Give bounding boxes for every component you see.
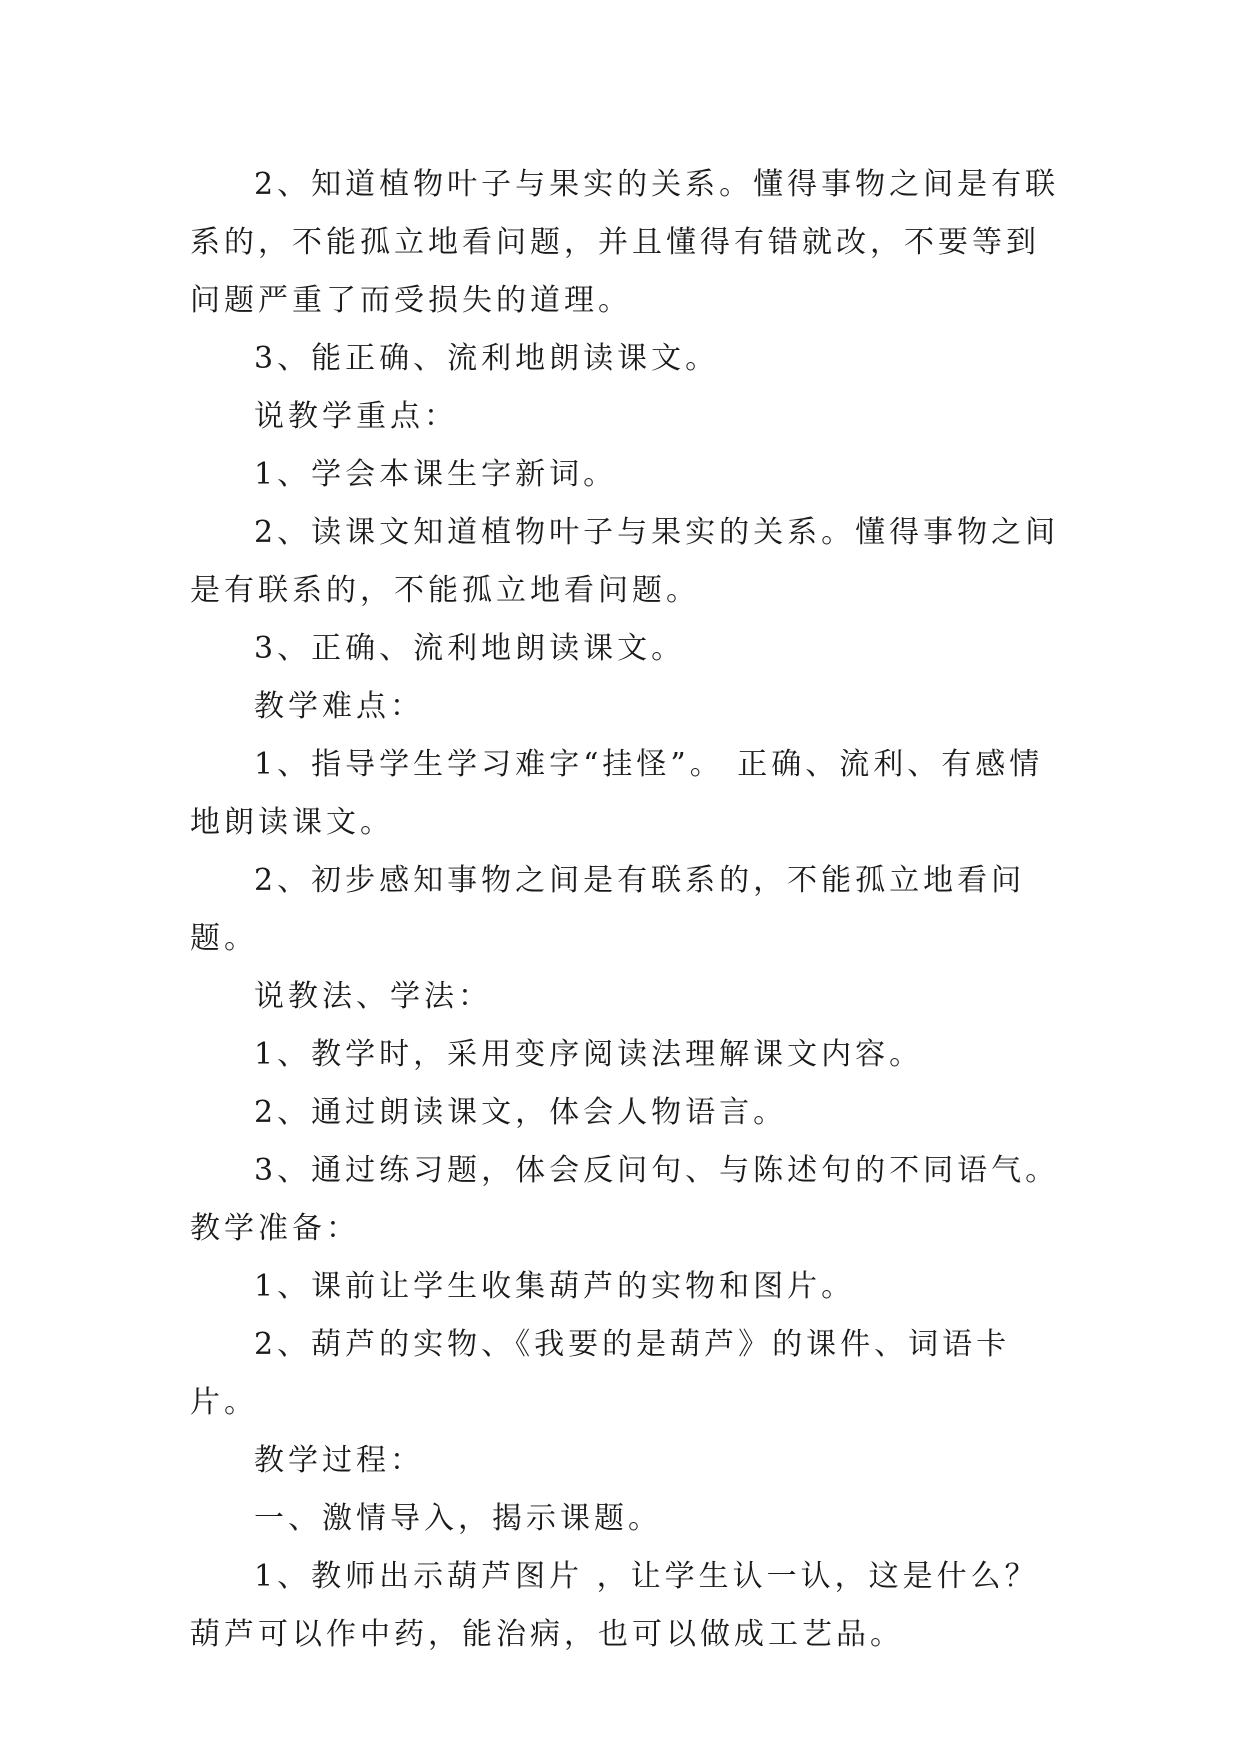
paragraph: 一、激情导入，揭示课题。 [254,1501,662,1536]
paragraph: 3、通过练习题，体会反问句、与陈述句的不同语气。 [254,1153,1060,1188]
paragraph: 2、葫芦的实物、《我要的是葫芦》的课件、词语卡片。 [190,1327,1011,1420]
paragraph: 1、课前让学生收集葫芦的实物和图片。 [254,1269,856,1304]
section-heading: 教学过程： [254,1443,424,1478]
paragraph: 1、指导学生学习难字“挂怪”。 正确、流利、有感情地朗读课文。 [190,747,1044,840]
section-heading: 教学准备： [190,1211,360,1246]
paragraph: 1、学会本课生字新词。 [254,457,618,492]
paragraph: 2、通过朗读课文，体会人物语言。 [254,1095,788,1130]
paragraph: 3、正确、流利地朗读课文。 [254,631,686,666]
paragraph: 1、教学时，采用变序阅读法理解课文内容。 [254,1037,924,1072]
document-body [190,156,1060,1664]
paragraph: 2、初步感知事物之间是有联系的，不能孤立地看问题。 [190,863,1026,956]
section-heading: 说教法、学法： [254,979,492,1014]
paragraph: 3、能正确、流利地朗读课文。 [254,341,720,376]
section-heading: 教学难点： [254,689,424,724]
paragraph: 2、读课文知道植物叶子与果实的关系。懂得事物之间是有联系的，不能孤立地看问题。 [190,515,1060,608]
section-heading: 说教学重点： [254,399,458,434]
paragraph: 2、知道植物叶子与果实的关系。懂得事物之间是有联系的，不能孤立地看问题，并且懂得有错就改，不要等到问题严重了而受损失的道理。 [190,167,1060,318]
paragraph: 1、教师出示葫芦图片 ，让学生认一认，这是什么？葫芦可以作中药，能治病，也可以做成工艺品。 [190,1559,1039,1652]
